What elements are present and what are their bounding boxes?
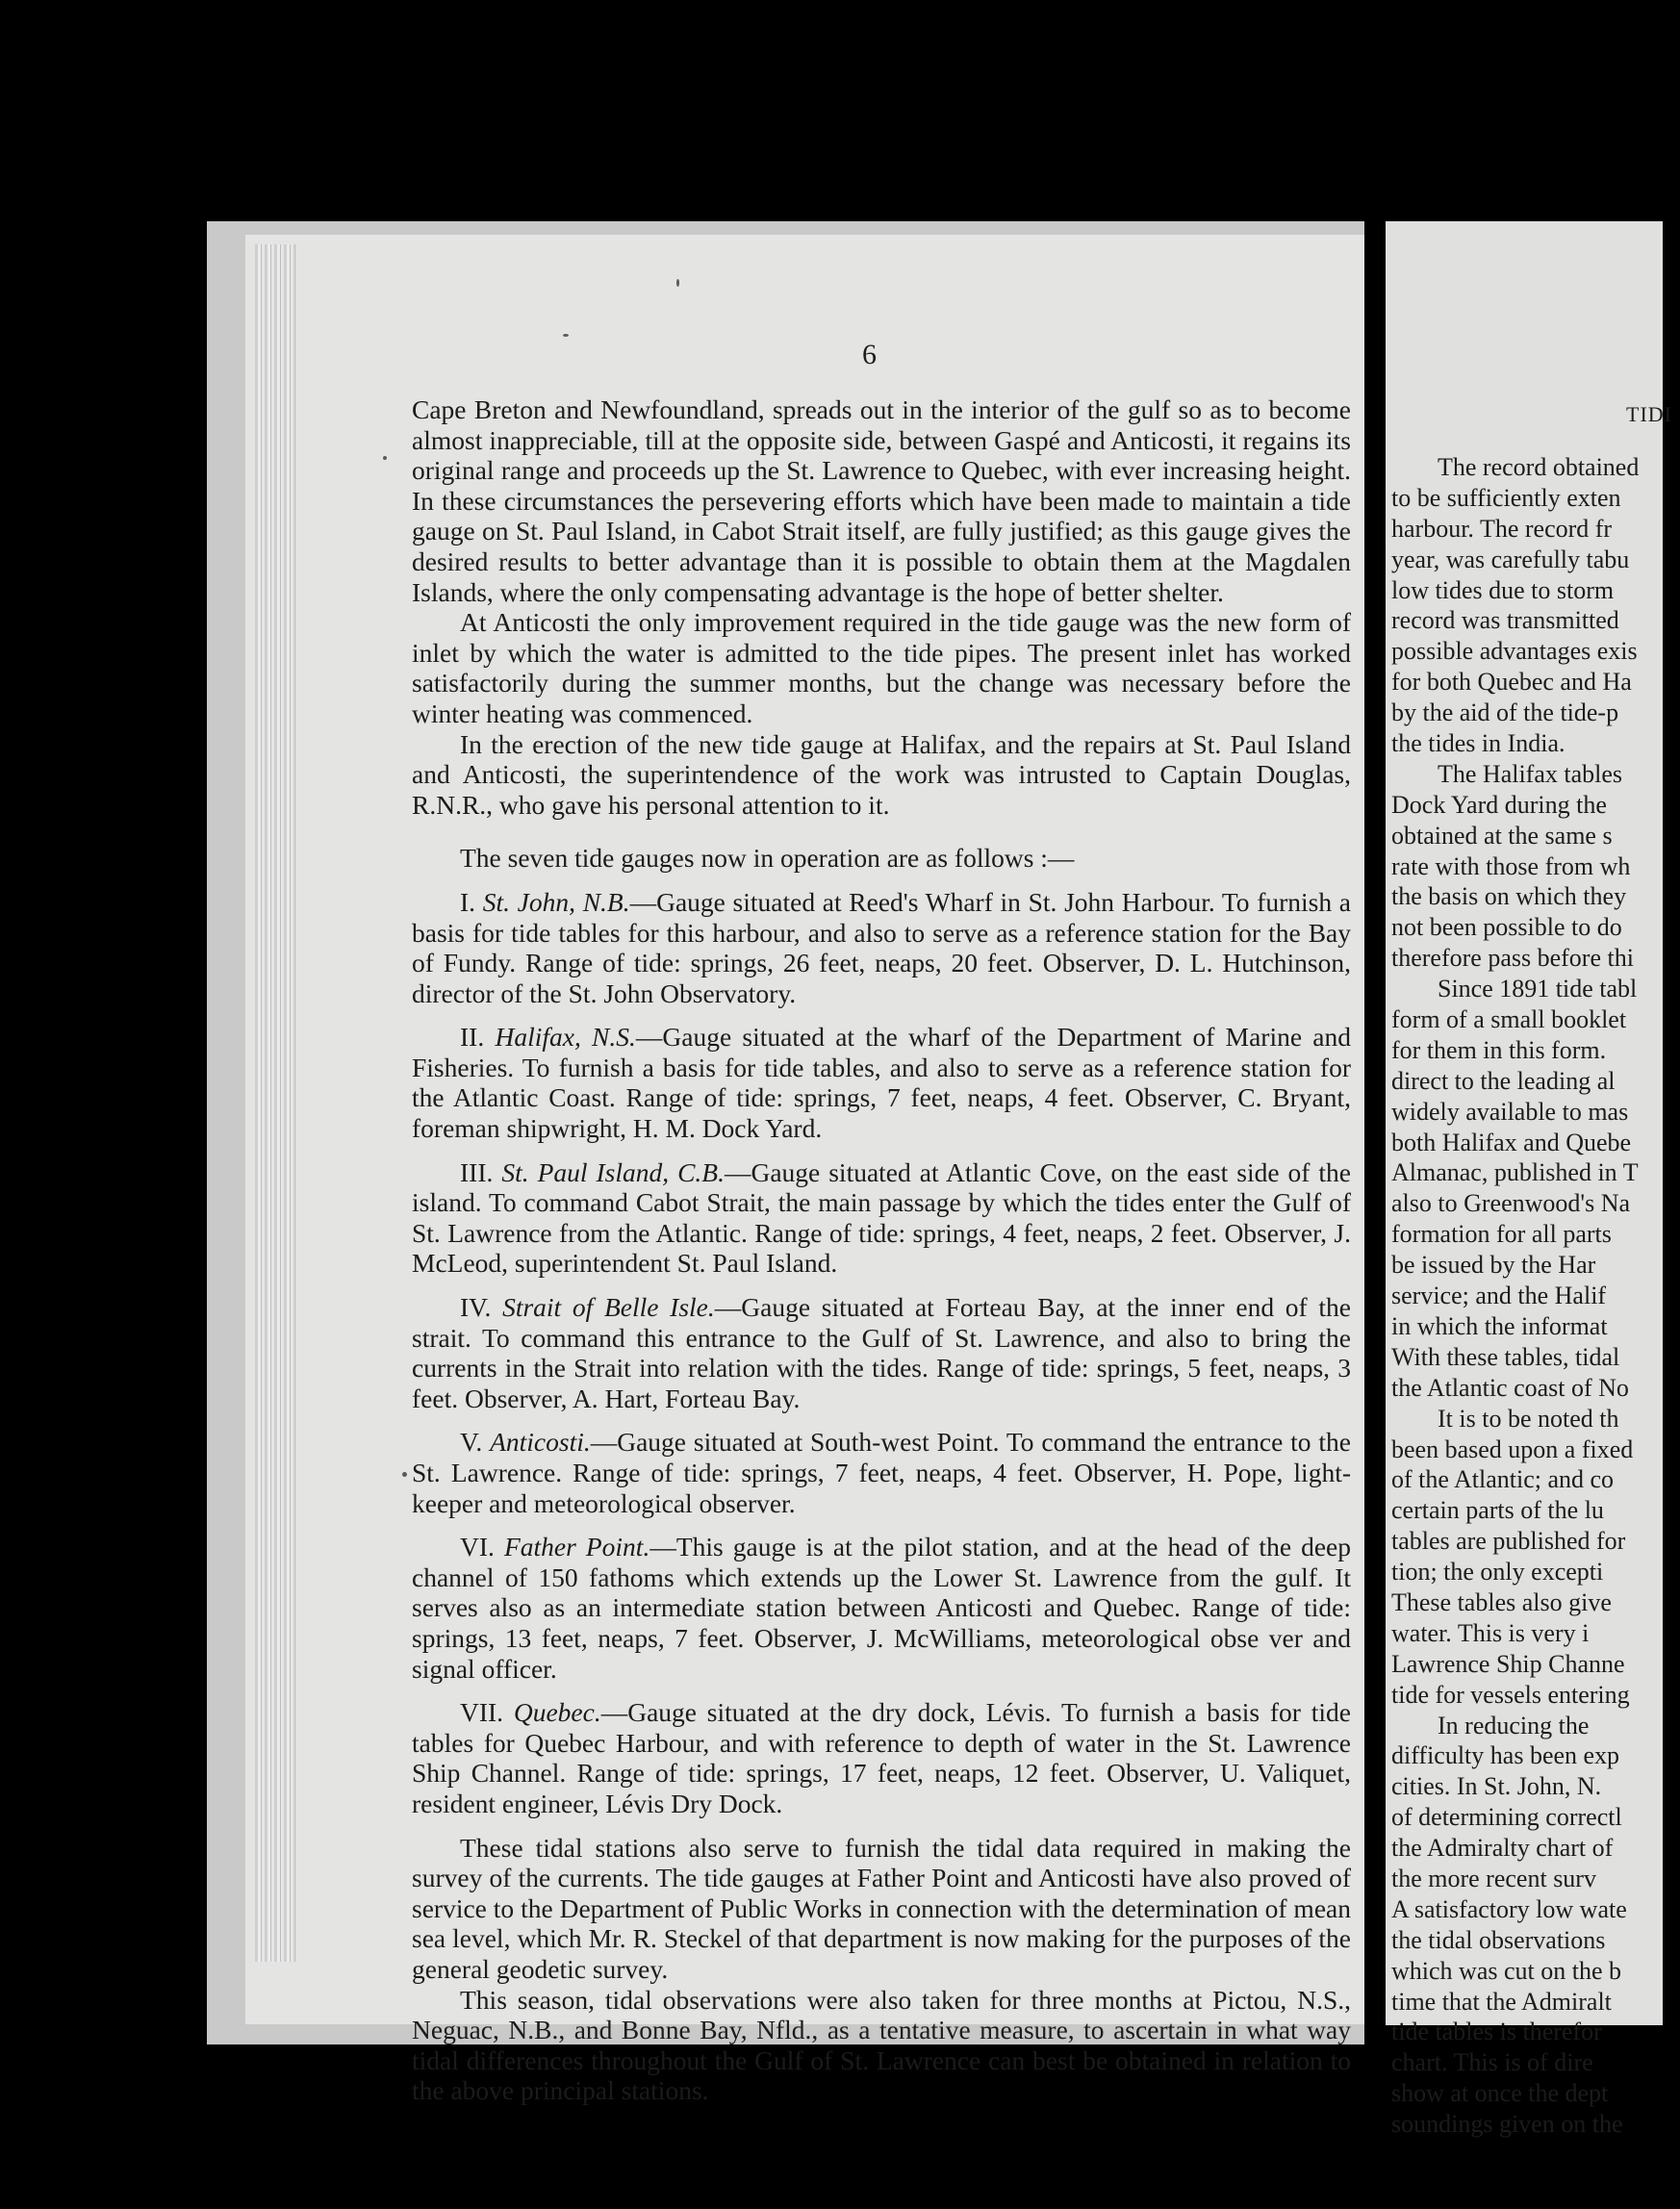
text-line: of determining correctl	[1391, 1803, 1622, 1832]
text-line: the tidal observations	[1391, 1925, 1606, 1954]
gauge-place: Halifax, N.S.	[495, 1022, 636, 1053]
text-line: in which the informat	[1391, 1311, 1608, 1340]
text-line: not been possible to do	[1391, 913, 1622, 942]
text-line: cities. In St. John, N.	[1391, 1772, 1602, 1801]
gauge-number: I.	[460, 886, 476, 917]
text-line: also to Greenwood's Na	[1391, 1189, 1631, 1218]
text-line: It is to be noted th	[1438, 1404, 1619, 1433]
paragraph: This season, tidal observations were also taken for three months at Pictou, N.S., Neguac, N.B., and Bonne Bay, Nfld., as a tentative measure, to ascertain in what way tidal differences throughout the Gulf of St. Lawrence can best be obtained in relation to the above principal stations.	[412, 1984, 1351, 2106]
text-line: both Halifax and Quebe	[1391, 1128, 1632, 1156]
text-line: form of a small booklet	[1391, 1005, 1627, 1034]
gauge-description: —Gauge situated at Forteau Bay, at the inner end of the strait. To command this entrance to the Gulf of St. Lawrence, and also to bring the currents in the Strait into relation with the tides. Range of tide: springs, 5 feet, neaps, 3 feet. Observer, A. Hart, Forteau Bay.	[412, 1292, 1351, 1413]
paper-speck	[383, 456, 387, 460]
gauge-place: St. Paul Island, C.B.	[501, 1156, 725, 1187]
gauge-number: II.	[460, 1022, 485, 1053]
text-line: the Admiralty chart of	[1391, 1834, 1614, 1863]
paper-speck	[402, 1472, 407, 1477]
text-line: A satisfactory low wate	[1391, 1894, 1627, 1923]
gauge-description: —Gauge situated at the dry dock, Lévis. To furnish a basis for tide tables for Quebec Harbour, and with reference to depth of water in the St. Lawrence Ship Channel. Range of tide: springs, 17 feet, neaps, 12 feet. Observer, U. Valiquet, resident engineer, Lévis Dry Dock.	[412, 1697, 1351, 1818]
text-line: by the aid of the tide-p	[1391, 698, 1619, 727]
text-line: rate with those from wh	[1391, 851, 1631, 880]
gauge-number: IV.	[460, 1292, 492, 1323]
text-line: Almanac, published in T	[1391, 1158, 1639, 1187]
gauge-description: —Gauge situated at South-west Point. To command the entrance to the St. Lawrence. Range of tide: springs, 7 feet, neaps, 4 feet. Observer, H. Pope, light-keeper and meteorological observer.	[412, 1427, 1352, 1518]
gauge-place: Father Point.	[503, 1532, 650, 1562]
text-line: time that the Admiralt	[1391, 1987, 1612, 2016]
text-line: direct to the leading al	[1391, 1066, 1616, 1095]
text-line: low tides due to storm	[1391, 575, 1615, 604]
text-line: certain parts of the lu	[1391, 1496, 1604, 1525]
text-line: the tides in India.	[1391, 729, 1565, 758]
text-line: for both Quebec and Ha	[1391, 668, 1632, 697]
text-line: possible advantages exis	[1391, 637, 1638, 666]
text-line: the basis on which they	[1391, 882, 1627, 911]
gauge-place: St. John, N.B.	[482, 886, 630, 917]
text-line: tide for vessels entering	[1391, 1680, 1630, 1709]
gauge-number: III.	[460, 1156, 494, 1187]
text-line: water. This is very i	[1391, 1618, 1590, 1647]
text-line: year, was carefully tabu	[1391, 545, 1630, 573]
paragraph: The seven tide gauges now in operation are as follows :—	[460, 843, 1075, 874]
gauge-number: VI.	[460, 1532, 495, 1562]
text-line: of the Atlantic; and co	[1391, 1465, 1615, 1494]
gauge-entry	[412, 1022, 1351, 1143]
paper-speck	[676, 279, 679, 287]
paragraph: In the erection of the new tide gauge at Halifax, and the repairs at St. Paul Island and Anticosti, the superintendence of the work was intrusted to Captain Douglas, R.N.R., who gave his personal attention to it.	[412, 728, 1351, 820]
gauge-description: —Gauge situated at Atlantic Cove, on the east side of the island. To command Cabot Strait, the main passage by which the tides enter the Gulf of St. Lawrence from the Atlantic. Range of tide: springs, 4 feet, neaps, 2 feet. Observer, J. McLeod, superintendent St. Paul Island.	[412, 1156, 1351, 1279]
text-line: be issued by the Har	[1391, 1251, 1596, 1280]
gauge-description: —Gauge situated at Reed's Wharf in St. John Harbour. To furnish a basis for tide tables for this harbour, and also to serve as a reference station for the Bay of Fundy. Range of tide: springs, 26 feet, neaps, 20 feet. Observer, D. L. Hutchinson, director of the St. John Observatory.	[412, 886, 1351, 1008]
text-line: widely available to mas	[1391, 1097, 1629, 1126]
gauge-description: —Gauge situated at the wharf of the Department of Marine and Fisheries. To furnish a basis for tide tables, and also to serve as a reference station for the Atlantic Coast. Range of tide: springs, 7 feet, neaps, 4 feet. Observer, C. Bryant, foreman shipwright, H. M. Dock Yard.	[412, 1022, 1352, 1144]
text-line: soundings given on the	[1391, 2110, 1623, 2139]
paragraph: At Anticosti the only improvement required in the tide gauge was the new form of inlet by which the water is admitted to the tide pipes. The present inlet has worked satisfactorily during the summer months, but the change was necessary before the winter heating was commenced.	[412, 607, 1351, 728]
right-page-text	[1391, 452, 1680, 2140]
text-line: Dock Yard during the	[1391, 790, 1607, 819]
gauge-entry	[412, 1532, 1351, 1684]
gauge-entry	[412, 1697, 1351, 1818]
gauge-entry	[412, 887, 1351, 1008]
gauge-entry	[412, 1427, 1351, 1518]
page-edges	[255, 244, 297, 1962]
text-line: These tables also give	[1391, 1587, 1612, 1616]
gauge-number: VII.	[460, 1697, 504, 1728]
gauge-entry	[412, 1292, 1351, 1413]
text-line: harbour. The record fr	[1391, 514, 1613, 543]
text-line: been based upon a fixed	[1391, 1435, 1634, 1463]
paragraph: Cape Breton and Newfoundland, spreads out in the interior of the gulf so as to become almost inappreciable, till at the opposite side, between Gaspé and Anticosti, it regains its original range and proceeds up the St. Lawrence to Quebec, with ever increasing height. In these circumstances the persevering efforts which have been made to maintain a tide gauge on St. Paul Island, in Cabot Strait itself, are fully justified; as this gauge gives the desired results to better advantage than it is possible to obtain them at the Magdalen Islands, where the only compensating advantage is the hope of better shelter.	[412, 394, 1351, 607]
text-line: record was transmitted	[1391, 606, 1619, 635]
text-line: With these tables, tidal	[1391, 1342, 1620, 1371]
text-line: for them in this form.	[1391, 1035, 1607, 1064]
gauge-place: Anticosti.	[490, 1427, 591, 1458]
page-body	[412, 394, 1351, 2106]
text-line: the Atlantic coast of No	[1391, 1373, 1629, 1402]
gauge-entry	[412, 1157, 1351, 1279]
text-line: service; and the Halif	[1391, 1282, 1607, 1310]
gauge-place: Quebec.	[513, 1697, 601, 1728]
text-line: In reducing the	[1438, 1711, 1590, 1739]
text-line: The Halifax tables	[1438, 759, 1623, 788]
text-line: therefore pass before thi	[1391, 944, 1634, 973]
text-line: Lawrence Ship Channe	[1391, 1649, 1625, 1678]
text-line: show at once the dept	[1391, 2079, 1609, 2108]
text-line: which was cut on the b	[1391, 1956, 1622, 1985]
text-line: the more recent surv	[1391, 1864, 1596, 1892]
right-page-header: TIDI	[1626, 402, 1672, 426]
text-line: difficulty has been exp	[1391, 1741, 1620, 1770]
book-gutter	[1364, 221, 1386, 2044]
gauge-place: Strait of Belle Isle.	[502, 1292, 715, 1323]
text-line: obtained at the same s	[1391, 821, 1613, 850]
text-line: tables are published for	[1391, 1527, 1626, 1556]
page-number: 6	[862, 339, 877, 370]
text-line: chart. This is of dire	[1391, 2048, 1593, 2077]
text-line: formation for all parts	[1391, 1220, 1612, 1249]
gauge-description: —This gauge is at the pilot station, and at the head of the deep channel of 150 fathoms which extends up the Lower St. Lawrence from the gulf. It serves also as an intermediate station between Anticosti and Quebec. Range of tide: springs, 13 feet, neaps, 7 feet. Observer, J. McWilliams, meteorological obse ver and signal officer.	[412, 1532, 1351, 1684]
paragraph: These tidal stations also serve to furnish the tidal data required in making the survey of the currents. The tide gauges at Father Point and Anticosti have also proved of service to the Department of Public Works in connection with the determination of mean sea level, which Mr. R. Steckel of that department is now making for the purposes of the general geodetic survey.	[412, 1832, 1351, 1984]
paper-speck	[563, 334, 569, 337]
text-line: tion; the only excepti	[1391, 1558, 1604, 1587]
gauge-number: V.	[460, 1427, 483, 1458]
text-line: Since 1891 tide tabl	[1438, 975, 1638, 1003]
text-line: to be sufficiently exten	[1391, 483, 1621, 512]
text-line: tide tables is therefor	[1391, 2018, 1602, 2046]
text-line: The record obtained	[1438, 453, 1640, 481]
